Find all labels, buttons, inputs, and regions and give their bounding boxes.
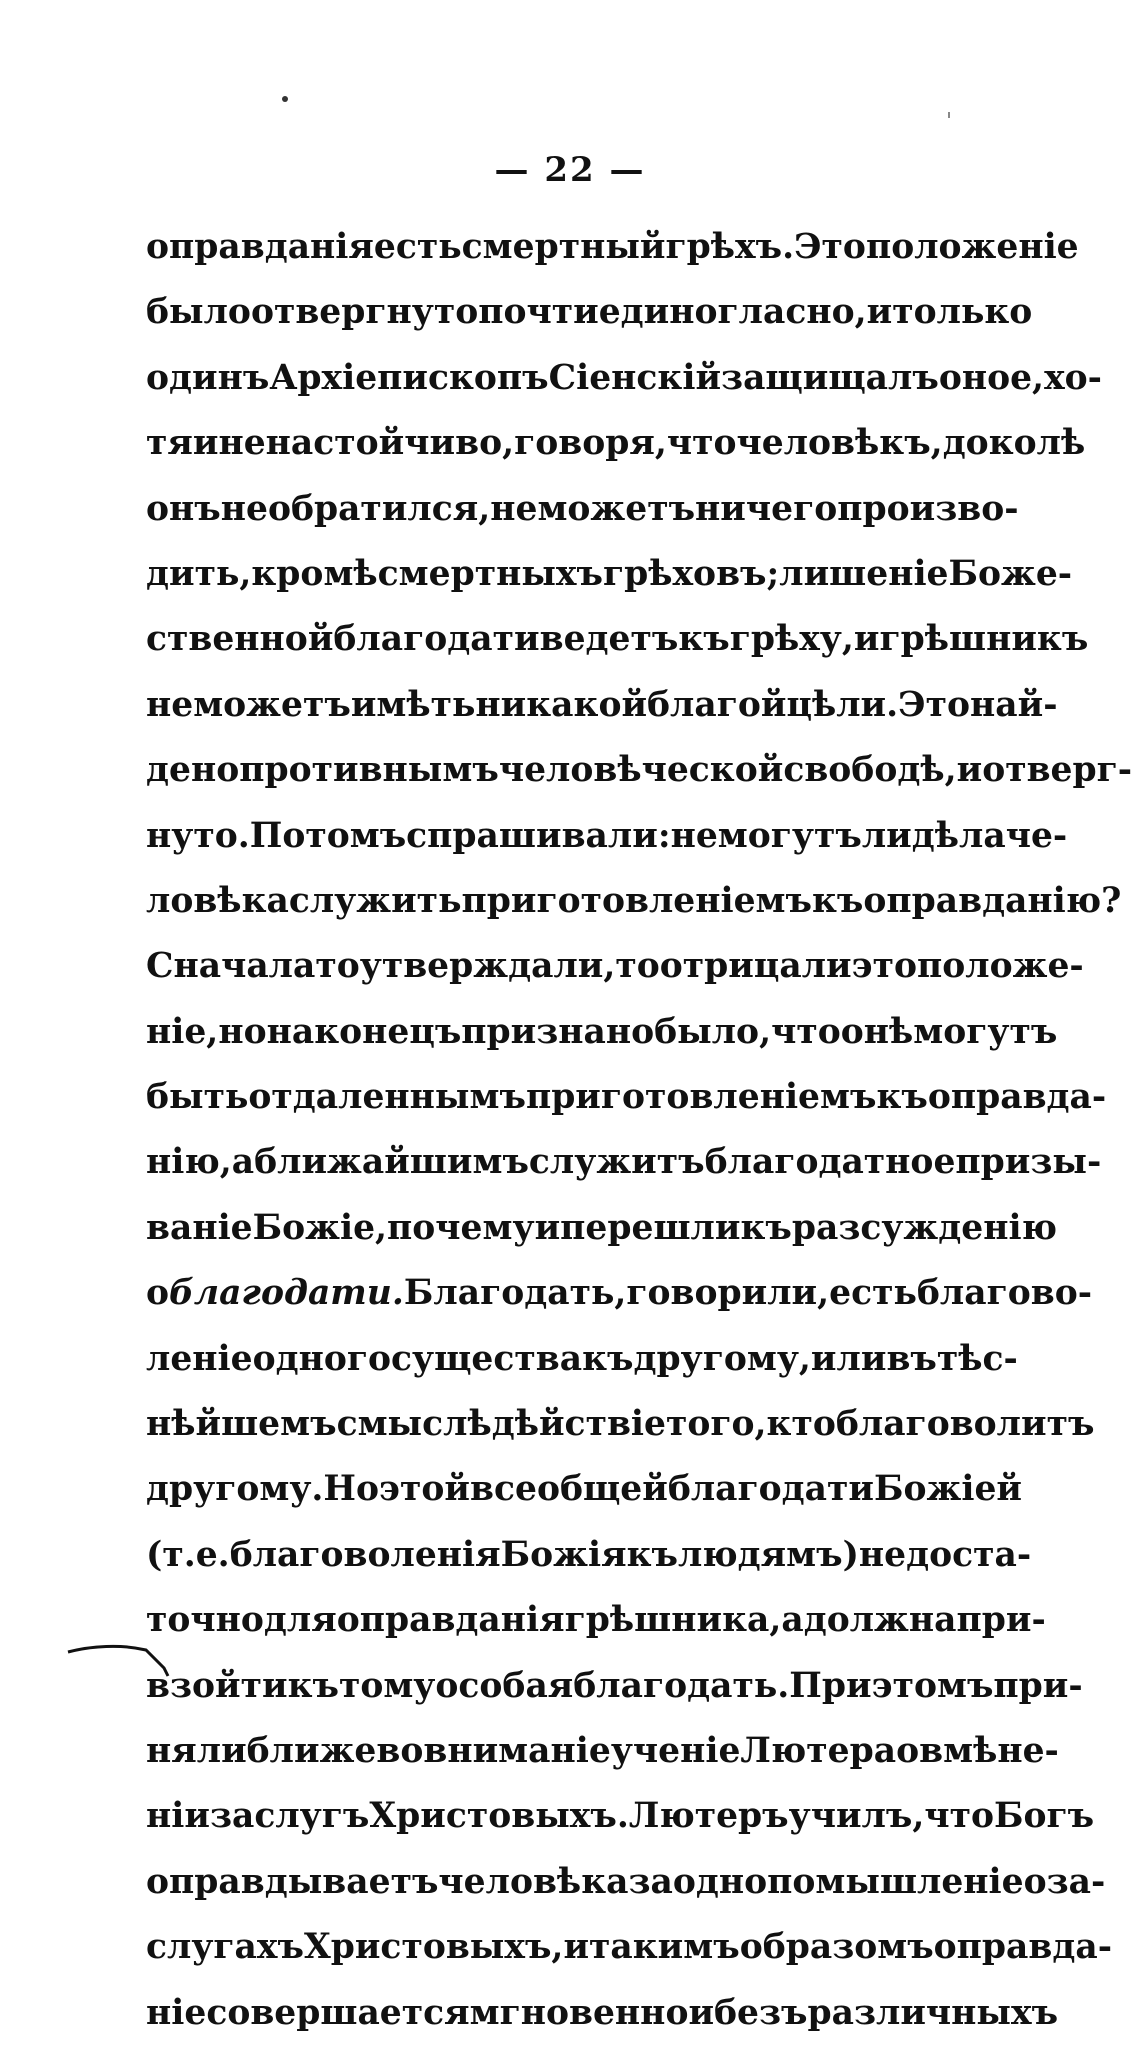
word: кромѣ xyxy=(251,553,378,594)
word: разсужденію xyxy=(791,1207,1057,1248)
word: ваніе xyxy=(146,1207,253,1248)
word: и xyxy=(534,1207,561,1248)
word: ніе xyxy=(146,1992,207,2033)
text-line xyxy=(146,1530,1032,1595)
word: за- xyxy=(1046,1861,1106,1902)
word: человѣческой xyxy=(498,750,784,791)
word: о xyxy=(146,1273,170,1314)
ink-mark xyxy=(66,1630,176,1680)
word: положе- xyxy=(917,946,1084,987)
word: а xyxy=(231,1142,255,1183)
word: ведетъ xyxy=(539,619,679,660)
word: Богъ xyxy=(994,1796,1095,1837)
word: ніи xyxy=(146,1796,210,1837)
word: благодатное xyxy=(704,1142,956,1183)
word: и xyxy=(853,619,880,660)
word: не xyxy=(220,488,268,529)
word: свободѣ, xyxy=(783,750,957,791)
word: къ xyxy=(876,1077,928,1118)
text-line xyxy=(146,1661,1083,1726)
word: признано xyxy=(461,1011,655,1052)
word: цѣли. xyxy=(786,684,899,725)
text-line xyxy=(146,1791,1095,1856)
word: различныхъ xyxy=(807,1992,1059,2033)
word: одно xyxy=(672,1861,768,1902)
text-line xyxy=(146,614,1089,679)
word: Лютера xyxy=(740,1730,897,1771)
text-line xyxy=(146,1922,1113,1987)
word: Лютеръ xyxy=(628,1796,789,1837)
word: онъ xyxy=(146,488,221,529)
word: къ xyxy=(740,1207,792,1248)
text-line xyxy=(146,484,1019,549)
word: оправданія xyxy=(336,1600,565,1641)
word: къ xyxy=(811,880,864,921)
word: единогласно, xyxy=(598,292,867,333)
word: оное, xyxy=(938,357,1045,398)
text-line xyxy=(146,1464,1022,1529)
word: не xyxy=(146,684,194,725)
word: оправдываетъ xyxy=(146,1861,439,1902)
word: говоря, xyxy=(514,423,667,464)
word: доколѣ xyxy=(942,423,1086,464)
word: Христовыхъ. xyxy=(369,1796,629,1837)
word: для xyxy=(263,1600,337,1641)
word: точно xyxy=(146,1600,264,1641)
word: спрашивали: xyxy=(406,815,671,856)
word: приготовленіемъ xyxy=(525,1077,877,1118)
word: есть xyxy=(373,227,462,267)
word: никакой xyxy=(475,684,648,725)
word: благоволитъ xyxy=(835,1404,1095,1445)
word: этомъ xyxy=(871,1665,994,1706)
word: благодати. xyxy=(169,1273,404,1314)
word: о xyxy=(1023,1861,1047,1902)
word: а xyxy=(781,1600,804,1641)
text-line xyxy=(146,680,1058,745)
word: быть xyxy=(146,1077,249,1118)
word: Сіенскій xyxy=(548,357,722,398)
word: оправда- xyxy=(933,1927,1113,1968)
word: Сначала xyxy=(146,946,316,987)
word: существа xyxy=(391,1338,583,1379)
word: произво- xyxy=(837,488,1019,529)
print-speck xyxy=(282,96,288,102)
word: Это xyxy=(794,227,866,267)
word: и xyxy=(866,292,893,333)
word: къ xyxy=(582,1338,634,1379)
word: ловѣка xyxy=(146,880,289,921)
word: защищалъ xyxy=(721,357,939,398)
word: или xyxy=(810,1338,887,1379)
word: человѣка xyxy=(438,1861,629,1902)
word: дить, xyxy=(146,553,252,594)
word: благодати xyxy=(667,1469,875,1510)
word: Это xyxy=(898,684,970,725)
word: при- xyxy=(993,1665,1083,1706)
text-line xyxy=(146,222,1079,287)
word: такимъ xyxy=(589,1927,740,1968)
word: образомъ xyxy=(739,1927,934,1968)
text-line xyxy=(146,1007,1058,1072)
word: оправданію? xyxy=(863,880,1122,921)
word: другому. xyxy=(146,1469,324,1510)
word: онѣ xyxy=(840,1011,914,1052)
word: говорили, xyxy=(626,1273,830,1314)
word: ственной xyxy=(146,619,334,660)
word: и xyxy=(563,1927,590,1968)
word: противнымъ xyxy=(239,750,499,791)
text-line xyxy=(146,1857,1106,1922)
word: утверждали, xyxy=(359,946,616,987)
word: тому xyxy=(338,1665,436,1706)
word: взойти xyxy=(146,1665,288,1706)
word: нуто. xyxy=(146,815,250,856)
word: одинъ xyxy=(146,357,270,398)
word: не xyxy=(490,488,538,529)
word: могутъ xyxy=(717,815,862,856)
word: должна xyxy=(803,1600,957,1641)
word: дено xyxy=(146,750,240,791)
word: приготовленіемъ xyxy=(461,880,812,921)
page-number: — 22 — xyxy=(494,150,646,190)
word: ближе xyxy=(246,1730,377,1771)
word: Божіей xyxy=(874,1469,1022,1510)
print-speck xyxy=(948,112,950,118)
word: дѣла xyxy=(911,815,1006,856)
word: людямъ) xyxy=(677,1534,859,1575)
word: че- xyxy=(1005,815,1068,856)
word: и xyxy=(956,750,983,791)
word: ближайшимъ xyxy=(254,1142,529,1183)
word: къ xyxy=(678,619,730,660)
word: лишеніе xyxy=(779,553,949,594)
word: грѣху, xyxy=(729,619,854,660)
text-line xyxy=(146,418,1086,483)
word: есть xyxy=(829,1273,917,1314)
word: благодать. xyxy=(573,1665,790,1706)
word: отвергнуто xyxy=(250,292,479,333)
word: тѣс- xyxy=(936,1338,1018,1379)
word: безъ xyxy=(714,1992,808,2033)
word: ли xyxy=(861,815,912,856)
word: наконецъ xyxy=(266,1011,462,1052)
text-line xyxy=(146,1334,1018,1399)
word: другому, xyxy=(633,1338,811,1379)
word: этой xyxy=(379,1469,471,1510)
word: но xyxy=(218,1011,267,1052)
word: отверг- xyxy=(982,750,1133,791)
word: что xyxy=(771,1011,841,1052)
word: При xyxy=(789,1665,872,1706)
word: Боже- xyxy=(948,553,1073,594)
word: того, xyxy=(665,1404,767,1445)
word: то xyxy=(315,946,360,987)
word: благоволенія xyxy=(229,1534,501,1575)
word: Христовыхъ, xyxy=(303,1927,564,1968)
word: всеобщей xyxy=(470,1469,668,1510)
word: смыслѣ xyxy=(336,1404,492,1445)
word: совершается xyxy=(206,1992,470,2033)
word: заслугъ xyxy=(209,1796,370,1837)
word: о xyxy=(896,1730,920,1771)
word: ученіе xyxy=(610,1730,741,1771)
text-line xyxy=(146,287,1033,352)
word: грѣхъ. xyxy=(665,227,795,267)
word: хо- xyxy=(1044,357,1102,398)
word: оправданія xyxy=(146,227,374,267)
text-line xyxy=(146,1268,1093,1333)
word: кто xyxy=(766,1404,836,1445)
word: смертныхъ xyxy=(377,553,603,594)
word: отрицали xyxy=(659,946,852,987)
word: перешли xyxy=(560,1207,741,1248)
word: обратился, xyxy=(267,488,491,529)
word: ничего xyxy=(695,488,838,529)
body-text xyxy=(146,222,1133,2053)
word: вниманіе xyxy=(423,1730,611,1771)
word: леніе xyxy=(146,1338,253,1379)
word: благой xyxy=(647,684,787,725)
word: нѣйшемъ xyxy=(146,1404,337,1445)
word: къ xyxy=(287,1665,339,1706)
word: за xyxy=(628,1861,673,1902)
word: грѣшника, xyxy=(564,1600,782,1641)
text-line xyxy=(146,1399,1095,1464)
word: призы- xyxy=(955,1142,1102,1183)
word: особая xyxy=(435,1665,574,1706)
word: ненастойчиво, xyxy=(218,423,515,464)
word: Архіепископъ xyxy=(269,357,549,398)
text-line xyxy=(146,549,1073,614)
word: Но xyxy=(323,1469,380,1510)
word: что xyxy=(924,1796,995,1837)
word: грѣшникъ xyxy=(879,619,1089,660)
word: это xyxy=(851,946,918,987)
text-line xyxy=(146,1137,1102,1202)
word: человѣкъ, xyxy=(736,423,943,464)
word: къ xyxy=(626,1534,678,1575)
word: было xyxy=(146,292,251,333)
word: можетъ xyxy=(537,488,696,529)
text-line xyxy=(146,1595,1046,1660)
word: Потомъ xyxy=(249,815,407,856)
word: Божія xyxy=(500,1534,627,1575)
word: помышленіе xyxy=(767,1861,1024,1902)
text-line xyxy=(146,1072,1107,1137)
word: благово- xyxy=(916,1273,1093,1314)
word: училъ, xyxy=(788,1796,925,1837)
word: Божіе, xyxy=(252,1207,388,1248)
word: най- xyxy=(970,684,1058,725)
word: имѣть xyxy=(350,684,476,725)
word: благодати xyxy=(333,619,540,660)
word: было, xyxy=(654,1011,772,1052)
text-line xyxy=(146,876,1122,941)
word: слугахъ xyxy=(146,1927,304,1968)
word: не xyxy=(670,815,718,856)
word: (т. xyxy=(146,1534,196,1575)
word: во xyxy=(376,1730,424,1771)
word: въ xyxy=(886,1338,937,1379)
word: тя xyxy=(146,423,193,464)
word: отдаленнымъ xyxy=(248,1077,526,1118)
word: и xyxy=(688,1992,715,2033)
word: нію, xyxy=(146,1142,232,1183)
text-line xyxy=(146,941,1084,1006)
word: вмѣне- xyxy=(919,1730,1059,1771)
text-line xyxy=(146,1988,1059,2053)
word: служить xyxy=(288,880,462,921)
word: грѣховъ; xyxy=(602,553,780,594)
text-line xyxy=(146,745,1133,810)
text-line xyxy=(146,1726,1059,1791)
word: дѣйствіе xyxy=(491,1404,666,1445)
word: служитъ xyxy=(528,1142,705,1183)
word: положеніе xyxy=(865,227,1079,267)
word: что xyxy=(666,423,737,464)
word: можетъ xyxy=(193,684,351,725)
word: недоста- xyxy=(858,1534,1032,1575)
word: смертный xyxy=(461,227,666,267)
word: е. xyxy=(195,1534,230,1575)
word: только xyxy=(892,292,1033,333)
word: одного xyxy=(252,1338,392,1379)
text-line xyxy=(146,811,1068,876)
word: могутъ xyxy=(913,1011,1058,1052)
word: и xyxy=(192,423,219,464)
word: Благодать, xyxy=(403,1273,627,1314)
word: при- xyxy=(956,1600,1046,1641)
word: почему xyxy=(387,1207,535,1248)
word: няли xyxy=(146,1730,247,1771)
text-line xyxy=(146,353,1102,418)
word: ніе, xyxy=(146,1011,219,1052)
word: почти xyxy=(478,292,599,333)
word: то xyxy=(615,946,660,987)
text-line xyxy=(146,1203,1057,1268)
word: оправда- xyxy=(927,1077,1107,1118)
word: мгновенно xyxy=(469,1992,689,2033)
